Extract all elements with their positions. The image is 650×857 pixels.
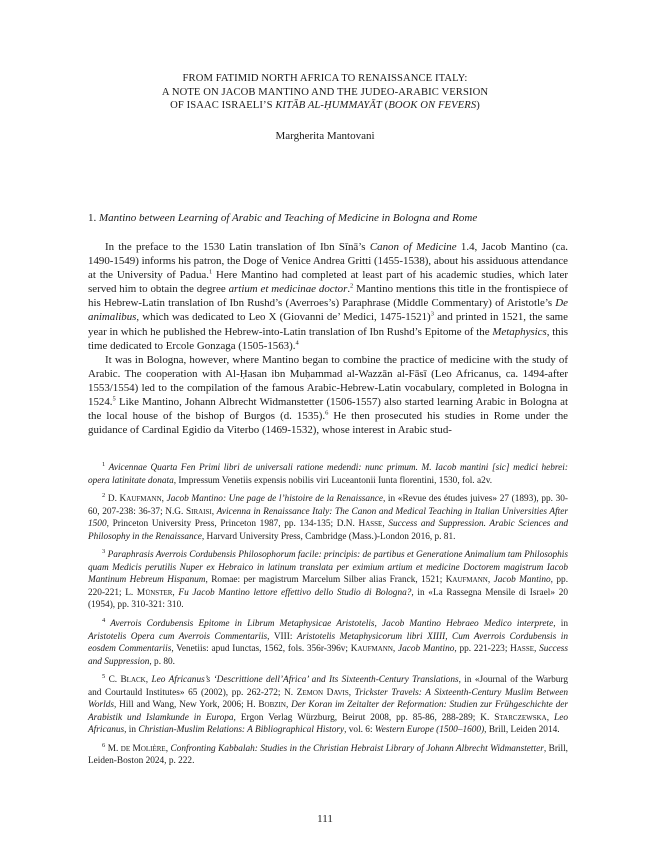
- text-run: , Brill, Leiden-Boston 2024, p. 222.: [88, 743, 568, 767]
- text-run: , Brill, Leiden 2014.: [484, 725, 560, 736]
- author-smallcaps: Münster: [136, 587, 173, 598]
- text-run: , Hill and Wang, New York, 2006; H.: [114, 700, 259, 711]
- italic-run: Leo Africanus’s ‘Descrittione dell’Africa’ and Its Sixteenth-Century Translations: [151, 675, 459, 686]
- footnote-ref[interactable]: 2: [350, 282, 354, 290]
- text-run: ,: [161, 494, 167, 505]
- text-run: , in «Journal of the Warburg and Courtauld Institutes» 65 (2002), pp. 262-272; N.: [88, 675, 568, 698]
- footnote: [88, 618, 568, 668]
- footnote-number: 1: [102, 460, 106, 468]
- italic-run: De animalibus: [88, 297, 568, 324]
- text-run: , pp. 221-223;: [454, 644, 511, 655]
- footnote-number: 5: [102, 673, 106, 681]
- italic-run: Der Koran im Zeitalter der Reformation: Studien zur Frühgeschichte der Arabistik und Islamkunde in Europa: [88, 700, 568, 723]
- footnote: [88, 674, 568, 737]
- text-run: D.: [105, 494, 120, 505]
- text-run: He then prosecuted his studies in Rome under the guidance of Cardinal Egidio da Viterbo (1469-1532), whose interest in Arabic stud-: [88, 410, 568, 437]
- text-run: , pp. 220-221; L.: [88, 575, 569, 598]
- text-run: Here Mantino had completed at least part of his academic studies, which later served him to obtain the degree: [88, 269, 568, 296]
- italic-run: Christian-Muslim Relations: A Bibliographical History: [138, 725, 345, 736]
- section-heading: [88, 212, 568, 224]
- text-run: 1.4, Jacob Mantino (ca. 1490-1549) informs his patron, the Doge of Venice Andrea Gritti (1455-1538), about his assiduous attendance at the University of Padua.: [88, 241, 569, 282]
- author-smallcaps: Hasse: [358, 519, 383, 530]
- text-run: , in «Revue des études juives» 27 (1893), pp. 30-60, 207-238: 36-37; N.G.: [88, 494, 568, 517]
- text-run: ,: [172, 587, 179, 598]
- footnotes: [88, 462, 568, 774]
- footnote-ref[interactable]: 6: [325, 409, 329, 417]
- footnote-number: 6: [102, 741, 106, 749]
- footnote-number: 2: [102, 492, 106, 499]
- paragraph: [88, 353, 568, 438]
- italic-run: Paraphrasis Averrois Cordubensis Philosophorum facile: principis: de partibus et Generatione Animalium tam Philosophis quam Medicis perutilis Nuper ex Hebraico in latinum translata per eximium artium et medicine Doctorem magistrum Iacob Mantinum Hebreum Hispanum: [88, 550, 568, 586]
- text-run: , in: [124, 725, 139, 736]
- text-run: , which was dedicated to Leo X (Giovanni de’ Medici, 1475-1521): [136, 311, 431, 324]
- italic-run: Aristotelis Metaphysicorum libri XIIII, Cum Averrois Cordubensis in eosdem Commentariis: [88, 631, 568, 655]
- text-run: ,: [211, 506, 217, 517]
- author-smallcaps: Kaufmann: [445, 575, 488, 586]
- author-name: Margherita Mantovani: [275, 130, 375, 142]
- italic-run: Aristotelis Opera cum Averrois Commentariis: [88, 631, 268, 642]
- italic-run: Success and Suppression. Arabic Sciences and Philosophy in the Renaissance: [88, 519, 568, 542]
- footnote-number: 3: [102, 548, 106, 556]
- section-title: Mantino between Learning of Arabic and Teaching of Medicine in Bologna and Rome: [99, 212, 478, 224]
- author-smallcaps: Starczewska: [494, 712, 547, 723]
- italic-run: Averrois Cordubensis Epitome in Librum Metaphysicae Aristotelis, Jacob Mantino Hebraeo Medico interprete: [105, 619, 554, 630]
- text-run: , Harvard University Press, Cambridge (Mass.)-London 2016, p. 81.: [201, 531, 456, 542]
- text-run: C.: [105, 675, 121, 686]
- text-run: , Princeton University Press, Princeton 1987, pp. 134-135; D.N.: [106, 519, 359, 530]
- text-run: ,: [382, 519, 389, 530]
- footnote: [88, 462, 568, 487]
- italic-run: Confronting Kabbalah: Studies in the Christian Hebraist Library of Johann Albrecht Widmanstetter: [170, 743, 544, 754]
- italic-run: Jacob Mantino: Une page de l’histoire de la Renaissance: [166, 494, 383, 505]
- author-smallcaps: Siraisi: [185, 506, 212, 517]
- text-run: ,: [546, 712, 555, 723]
- article-title: [60, 72, 590, 113]
- text-run: , VIII:: [267, 631, 297, 642]
- text-run: , Ergon Verlag Würzburg, Beirut 2008, pp. 85-86, 288-289; K.: [233, 712, 495, 723]
- footnote: [88, 549, 568, 612]
- title-text: ): [476, 100, 480, 112]
- italic-run: Western Europe (1500–1600): [374, 725, 485, 736]
- text-run: , p. 80.: [149, 656, 175, 667]
- text-run: ,: [534, 644, 540, 655]
- text-run: ,: [348, 687, 355, 698]
- text-run: ,: [392, 644, 398, 655]
- title-italic: BOOK ON FEVERS: [388, 100, 477, 112]
- text-run: M.: [105, 743, 121, 754]
- section-number: 1.: [88, 212, 99, 224]
- author-smallcaps: Hasse: [510, 644, 534, 655]
- author-smallcaps: Bobzin: [258, 700, 286, 711]
- text-run: ,: [145, 675, 152, 686]
- text-run: , vol. 6:: [344, 725, 375, 736]
- italic-run: Leo Africanus: [88, 712, 568, 736]
- text-run: Mantino mentions this title in the frontispiece of his Hebrew-Latin translation of Ibn Rushd’s (Averroes’s) Paraphrase (Middle Commentary) of Aristotle’s: [88, 283, 569, 310]
- italic-run: Jacob Mantino: [493, 575, 551, 586]
- author-smallcaps: de Molière: [120, 743, 166, 754]
- author-smallcaps: Kaufmann: [350, 644, 393, 655]
- author-smallcaps: Black: [120, 675, 146, 686]
- title-line: FROM FATIMID NORTH AFRICA TO RENAISSANCE ITALY:: [182, 73, 468, 84]
- footnote-ref[interactable]: 3: [430, 310, 434, 318]
- title-italic: KITĀB AL-ḤUMMAYĀT: [275, 100, 382, 112]
- text-run: .: [347, 283, 351, 296]
- text-run: ,: [285, 700, 292, 711]
- body-text: [88, 240, 568, 437]
- text-run: , Impressum Venetiis expensis nobilis viri Luceantonii Iunta florentini, 1530, fol. a2v.: [173, 475, 493, 486]
- text-run: ,: [487, 575, 494, 586]
- author-smallcaps: Zemon Davis: [296, 687, 349, 698]
- italic-run: Canon of Medicine: [369, 241, 457, 253]
- italic-run: Avicenna in Renaissance Italy: The Canon and Medical Teaching in Italian Universities After 1500: [88, 506, 569, 530]
- italic-run: Avicennae Quarta Fen Primi libri de universali ratione medendi: nunc primum. M. Iacob mantini [sic] medici hebrei: opera latinitate donata: [88, 463, 568, 486]
- text-run: , in: [553, 619, 568, 630]
- text-run: , this time dedicated to Ercole Gonzaga (1505-1563).: [88, 325, 568, 352]
- title-line: A NOTE ON JACOB MANTINO AND THE JUDEO-ARABIC VERSION: [161, 86, 489, 98]
- text-run: In the preface to the 1530 Latin translation of Ibn Sīnā’s: [105, 241, 370, 253]
- italic-run: Metaphysics: [492, 325, 547, 338]
- text-run: It was in Bologna, however, where Mantino began to combine the practice of medicine with the study of Arabic. The cooperation with Al-Ḥasan ibn Muḥammad al-Wazzān al-Fāsī (Leo Africanus, ca. 1494-after 1553/1554) led to the compilation of the famous Arabic-Hebrew-Latin vocabulary, completed in Bologna in 1524.: [88, 353, 568, 409]
- author-smallcaps: Kaufmann: [119, 494, 162, 505]
- title-text: OF ISAAC ISRAELI’S: [170, 100, 276, 112]
- italic-run: artium et medicinae doctor: [228, 283, 348, 296]
- footnote: [88, 493, 568, 543]
- footnote-ref[interactable]: 5: [112, 395, 116, 403]
- text-run: and printed in 1521, the same year in which he published the Hebrew-into-Latin translation of Ibn Rushd’s Epitome of the: [88, 311, 568, 338]
- italic-run: Fu Jacob Mantino lettore effettivo dello Studio di Bologna?: [178, 587, 412, 598]
- footnote-ref[interactable]: 4: [295, 339, 299, 347]
- text-run: , Romae: per magistrum Marcelum Silber alias Franck, 1521;: [205, 575, 446, 586]
- title-line: [60, 99, 590, 113]
- page-number: 111: [317, 813, 333, 825]
- italic-run: Jacob Mantino: [397, 644, 455, 655]
- footnote-number: 4: [102, 616, 106, 624]
- text-run: , Venetiis: apud Iunctas, 1562, fols. 356r-396v;: [171, 644, 351, 655]
- italic-run: Success and Suppression: [88, 644, 568, 667]
- paragraph: [88, 240, 568, 353]
- italic-run: Trickster Travels: A Sixteenth-Century Muslim Between Worlds: [88, 687, 569, 711]
- footnote: [88, 743, 568, 768]
- footnote-ref[interactable]: 1: [208, 268, 213, 276]
- text-run: , in «La Rassegna Mensile di Israel» 20 (1954), pp. 310-321: 310.: [88, 587, 568, 611]
- title-text: (: [381, 100, 389, 112]
- text-run: Like Mantino, Johann Albrecht Widmanstetter (1506-1557) also started learning Arabic in Bologna at the local house of the bishop of Burgos (d. 1535).: [88, 396, 568, 423]
- text-run: ,: [165, 743, 171, 754]
